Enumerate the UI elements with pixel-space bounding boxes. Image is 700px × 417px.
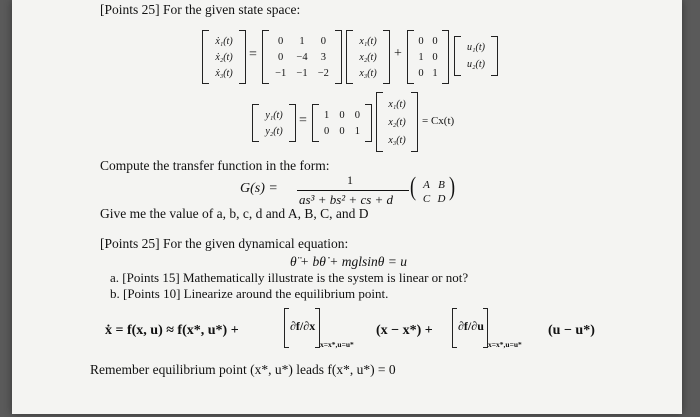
a-13: 0 xyxy=(320,35,326,47)
tf-b: B xyxy=(438,179,445,191)
y-vector xyxy=(252,104,296,142)
document-page xyxy=(12,0,682,414)
y-2: y₂(t) xyxy=(265,125,283,137)
u-2: u₂(t) xyxy=(467,59,485,70)
b-11: 0 xyxy=(418,35,424,47)
tf-lhs: G(s) = xyxy=(240,181,278,196)
problem1-header: [Points 25] For the given state space: xyxy=(100,2,301,17)
x-vector-output xyxy=(376,92,418,152)
a-32: −1 xyxy=(296,67,308,79)
right-paren: ) xyxy=(449,172,456,201)
y-1: y₁(t) xyxy=(265,109,283,121)
tf-d: D xyxy=(437,193,446,205)
xdot-1: ẋ₁(t) xyxy=(215,35,233,47)
part-a: a. [Points 15] Mathematically illustrate is the system is linear or not? xyxy=(110,270,469,285)
tf-denominator: as³ + bs² + cs + d xyxy=(299,192,394,207)
term-u: (u − u*) xyxy=(548,323,595,338)
c-21: 0 xyxy=(324,125,330,137)
tf-ask: Give me the value of a, b, c, d and A, B, C, and D xyxy=(100,206,369,221)
df-dx-bracket xyxy=(284,308,320,348)
b-21: 1 xyxy=(418,51,424,63)
equals-sign: = xyxy=(299,113,307,128)
remember-note: Remember equilibrium point (x*, u*) leads f(x*, u*) = 0 xyxy=(90,362,396,377)
x-out-3: x₃(t) xyxy=(388,134,406,146)
a-matrix xyxy=(262,30,342,84)
tf-a: A xyxy=(423,179,430,191)
problem2-header: [Points 25] For the given dynamical equation: xyxy=(100,236,349,251)
xdot-vector xyxy=(202,30,246,84)
x-vector xyxy=(346,30,390,84)
x-1: x₁(t) xyxy=(359,35,377,47)
b-matrix xyxy=(407,30,449,84)
x-out-1: x₁(t) xyxy=(388,98,406,110)
subscript-u: x=x*,u=u* xyxy=(488,340,522,349)
c-13: 0 xyxy=(354,109,360,121)
equals-sign: = xyxy=(249,47,257,62)
plus-sign: + xyxy=(394,46,402,61)
df-du: ∂f/∂u xyxy=(458,319,484,333)
lin-lhs: ẋ = f(x, u) ≈ f(x*, u*) + xyxy=(105,323,239,338)
a-22: −4 xyxy=(296,51,308,63)
c-12: 0 xyxy=(339,109,345,121)
a-11: 0 xyxy=(278,35,284,47)
tf-block-matrix xyxy=(419,178,449,206)
tf-c: C xyxy=(422,193,431,205)
x-3: x₃(t) xyxy=(359,67,377,79)
left-paren: ( xyxy=(410,172,417,201)
a-23: 3 xyxy=(320,51,326,63)
u-vector xyxy=(454,36,498,76)
a-33: −2 xyxy=(317,67,329,79)
xdot-3: ẋ₃(t) xyxy=(215,67,233,79)
output-rhs: = Cx(t) xyxy=(422,115,455,127)
c-23: 1 xyxy=(354,125,360,137)
b-12: 0 xyxy=(432,35,438,47)
term-x: (x − x*) + xyxy=(376,323,433,338)
tf-numerator: 1 xyxy=(347,173,353,187)
a-21: 0 xyxy=(278,51,284,63)
b-32: 1 xyxy=(432,67,438,79)
df-dx: ∂f/∂x xyxy=(290,319,316,333)
x-out-2: x₂(t) xyxy=(388,116,406,128)
u-1: u₁(t) xyxy=(467,42,485,53)
subscript-x: x=x*,u=u* xyxy=(320,340,354,349)
dynamical-equation: θ̈ + bθ̇ + mglsinθ = u xyxy=(290,254,407,269)
c-22: 0 xyxy=(339,125,345,137)
x-2: x₂(t) xyxy=(359,51,377,63)
tf-prompt: Compute the transfer function in the form: xyxy=(100,158,330,173)
fraction-bar xyxy=(297,190,409,191)
b-22: 0 xyxy=(432,51,438,63)
a-12: 1 xyxy=(299,35,305,47)
df-du-bracket xyxy=(452,308,488,348)
a-31: −1 xyxy=(275,67,287,79)
part-b: b. [Points 10] Linearize around the equilibrium point. xyxy=(110,286,389,301)
c-11: 1 xyxy=(324,109,330,121)
c-matrix xyxy=(312,104,372,142)
xdot-2: ẋ₂(t) xyxy=(215,51,233,63)
b-31: 0 xyxy=(418,67,424,79)
